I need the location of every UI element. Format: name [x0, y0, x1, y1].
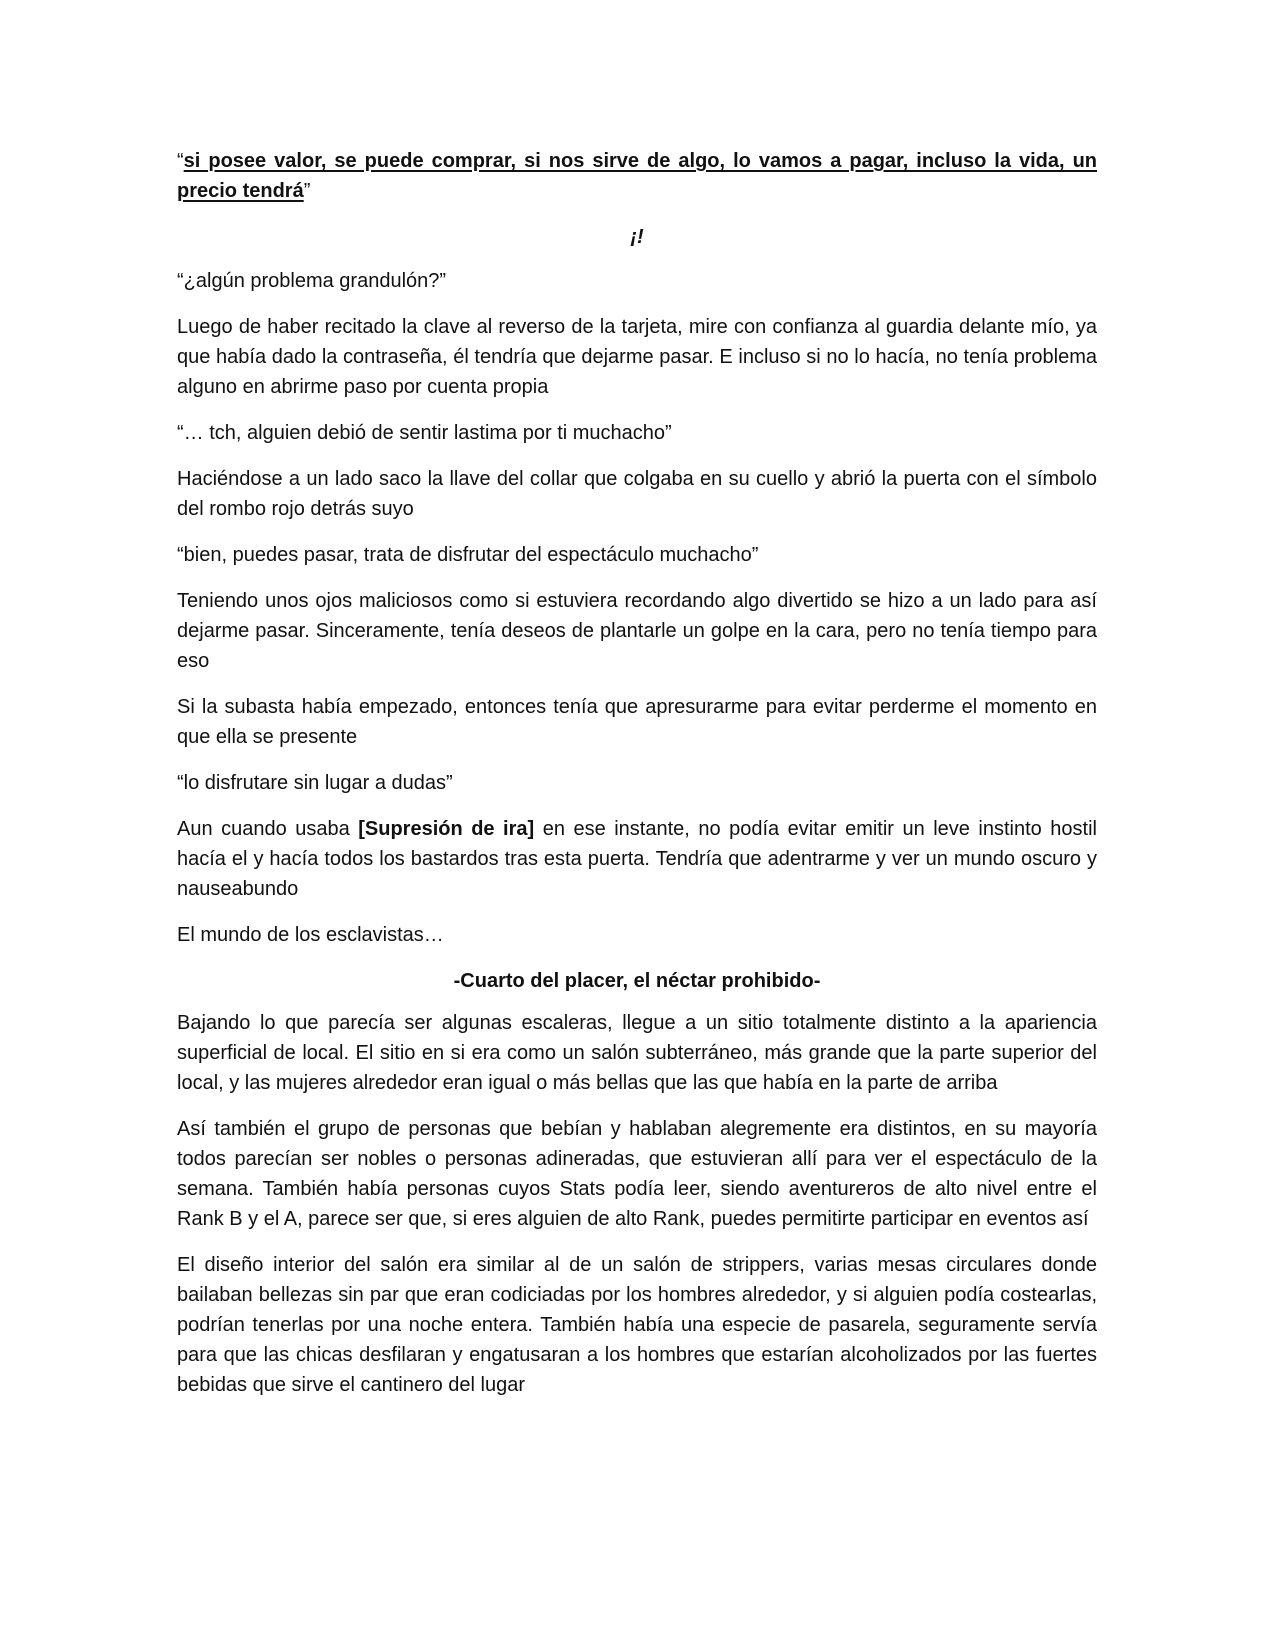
paragraph-9-after: en ese instante, no podía evitar emitir un leve instinto hostil hacía el y hacía todos los bastardos tras esta puerta. Tendría que adentrarme y ver un mundo oscuro y nauseabundo — [177, 818, 1097, 900]
paragraph-5: “bien, puedes pasar, trata de disfrutar del espectáculo muchacho” — [177, 544, 759, 566]
paragraph-10: El mundo de los esclavistas… — [177, 924, 444, 946]
paragraph-12: Así también el grupo de personas que bebían y hablaban alegremente era distintos, en su mayoría todos parecían ser nobles o personas adineradas, que estuvieran allí para ver el espectáculo de la semana. También había personas cuyos Stats podía leer, siendo aventureros de alto nivel entre el Rank B y el A, parece ser que, si eres alguien de alto Rank, puedes permitirte participar en eventos así — [177, 1118, 1097, 1230]
paragraph-3: “… tch, alguien debió de sentir lastima por ti muchacho” — [177, 422, 672, 444]
paragraph-11: Bajando lo que parecía ser algunas escaleras, llegue a un sitio totalmente distinto a la apariencia superficial de local. El sitio en si era como un salón subterráneo, más grande que la parte superior del local, y las mujeres alrededor eran igual o más bellas que las que había en la parte de arriba — [177, 1012, 1097, 1094]
paragraph-9-before: Aun cuando usaba — [177, 818, 359, 840]
paragraph-8: “lo disfrutare sin lugar a dudas” — [177, 772, 453, 794]
document-page — [177, 146, 1097, 1400]
paragraph-13: El diseño interior del salón era similar al de un salón de strippers, varias mesas circulares donde bailaban bellezas sin par que eran codiciadas por los hombres alrededor, y si alguien podía costearlas, podrían tenerlas por una noche entera. También había una especie de pasarela, seguramente servía para que las chicas desfilaran y engatusaran a los hombres que estarían alcoholizados por las fuertes bebidas que sirve el cantinero del lugar — [177, 1254, 1097, 1396]
paragraph-9 — [177, 814, 1097, 904]
paragraph-6: Teniendo unos ojos maliciosos como si estuviera recordando algo divertido se hizo a un lado para así dejarme pasar. Sinceramente, tenía deseos de plantarle un golpe en la cara, pero no tenía tiempo para eso — [177, 590, 1097, 672]
motto-text: si posee valor, se puede comprar, si nos sirve de algo, lo vamos a pagar, incluso la vida, un precio tendrá — [177, 150, 1097, 202]
intro-motto-paragraph — [177, 146, 1097, 206]
close-quote: ” — [303, 180, 311, 202]
scene-separator: ¡! — [630, 226, 644, 248]
open-quote: “ — [177, 150, 184, 172]
paragraph-1: “¿algún problema grandulón?” — [177, 270, 447, 292]
skill-name: [Supresión de ira] — [358, 818, 535, 840]
paragraph-7: Si la subasta había empezado, entonces tenía que apresurarme para evitar perderme el momento en que ella se presente — [177, 696, 1097, 748]
paragraph-2: Luego de haber recitado la clave al reverso de la tarjeta, mire con confianza al guardia delante mío, ya que había dado la contraseña, él tendría que dejarme pasar. E incluso si no lo hacía, no tenía problema alguno en abrirme paso por cuenta propia — [177, 316, 1097, 398]
section-title: -Cuarto del placer, el néctar prohibido- — [453, 970, 821, 992]
paragraph-4: Haciéndose a un lado saco la llave del collar que colgaba en su cuello y abrió la puerta con el símbolo del rombo rojo detrás suyo — [177, 468, 1097, 520]
